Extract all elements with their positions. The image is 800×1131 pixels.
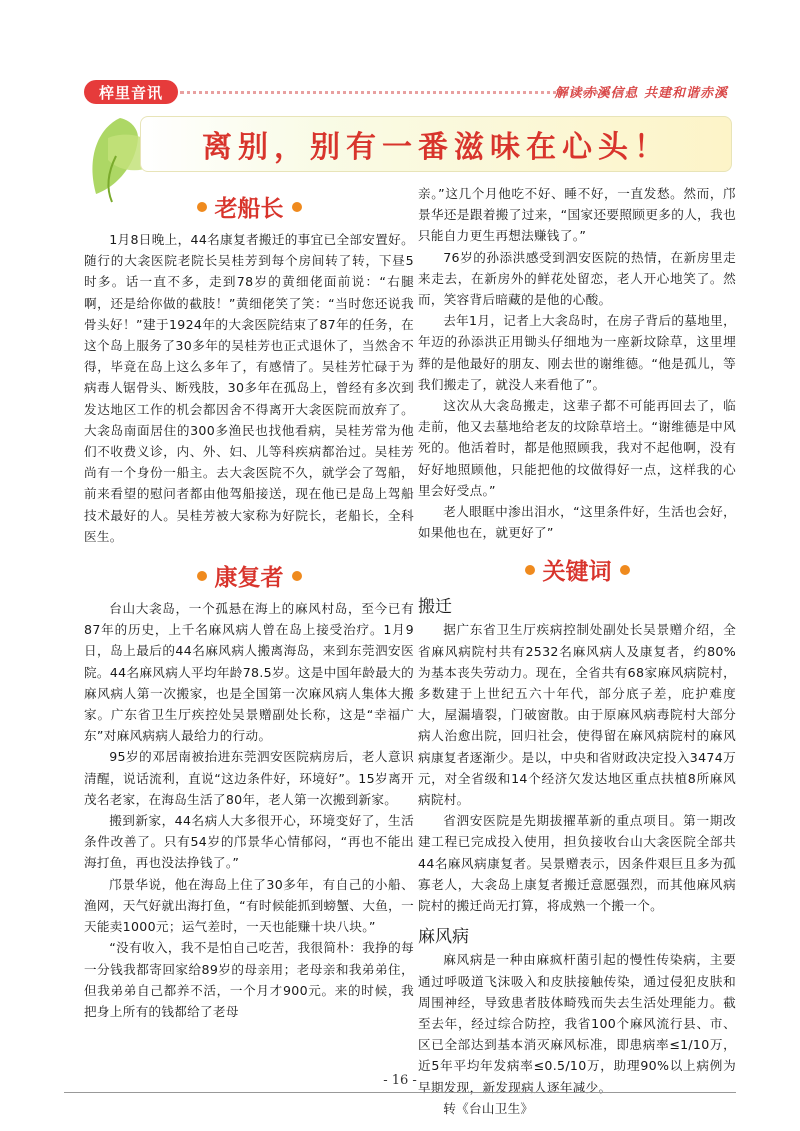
section-badge: 梓里音讯 [84, 80, 178, 104]
bullet-dot-icon [620, 565, 630, 575]
paragraph: 1月8日晚上，44名康复者搬迁的事宜已全部安置好。随行的大衾医院老院长吴桂芳到每个房间转了转，下昼5时多。话一直不多，走到78岁的黄细佬面前说：“右腿啊，还是给你做的截肢！”黄细佬笑了笑：“当时您还说我骨头好！”建于1924年的大衾医院结束了87年的任务，在这个岛上服务了30多年的吴桂芳也正式退休了，当然舍不得，毕竟在岛上这么多年了，有感情了。吴桂芳忙碌于为病毒人锯骨头、断残肢，30多年在孤岛上，曾经有多次到发达地区工作的机会都因舍不得离开大衾医院而放弃了。大衾岛南面居住的300多渔民也找他看病，吴桂芳常为他们不收费义诊，内、外、妇、儿等科疾病都治过。吴桂芳尚有一个身份一船主。去大衾医院不久，就学会了驾船，前来看望的慰问者都由他驾船接送，现在他已是岛上驾船技术最好的人。吴桂芳被大家称为好院长，老船长，全科医生。 [84, 232, 414, 544]
keyword-term: 搬迁 [418, 597, 452, 618]
section-heading-kangfuzhe: 康复者 [84, 559, 414, 592]
source-credit: 转《台山卫生》 [443, 1100, 534, 1116]
section-heading-laochuanzhang: 老船长 [84, 190, 414, 223]
paragraph: 亲。”这几个月他吃不好、睡不好，一直发愁。然而，邝景华还是跟着搬了过来，“国家还要照顾更多的人，我也只能自力更生再想法赚钱了。” [418, 186, 736, 244]
paragraph: 搬到新家，44名病人大多很开心，环境变好了，生活条件改善了。只有54岁的邝景华心情郁闷，“再也不能出海打鱼，再也没法挣钱了。” [84, 813, 414, 871]
header-slogan: 解读赤溪信息 共建和谐赤溪 [554, 86, 728, 101]
paragraph: 95岁的邓居南被抬进东莞泗安医院病房后，老人意识清醒，说话流利，直说“这边条件好，环境好”。15岁离开茂名老家，在海岛生活了80年，老人第一次搬到新家。 [84, 749, 414, 807]
paragraph: 去年1月，记者上大衾岛时，在房子背后的墓地里，年迈的孙添洪正用锄头仔细地为一座新坟除草，这里埋葬的是他最好的朋友、刚去世的谢维德。“他是孤儿，等我们搬走了，就没人来看他了”。 [418, 313, 736, 392]
paragraph: 老人眼眶中渗出泪水，“这里条件好，生活也会好，如果他也在，就更好了” [418, 504, 736, 541]
bullet-dot-icon [525, 565, 535, 575]
page-number: - 16 - [383, 1073, 417, 1088]
left-column [84, 186, 414, 1022]
paragraph: 台山大衾岛，一个孤悬在海上的麻风村岛，至今已有87年的历史，上千名麻风病人曾在岛上接受治疗。1月9日，岛上最后的44名麻风病人搬离海岛，来到东莞泗安医院。44名麻风病人平均年龄78.5岁。这是中国年龄最大的麻风病人第一次搬家，也是全国第一次麻风病人集体大搬家。广东省卫生厅疾控处吴景赠副处长称，这是“幸福广东”对麻风病病人最给力的行动。 [84, 601, 414, 744]
paragraph: 这次从大衾岛搬走，这辈子都不可能再回去了，临走前，他又去墓地给老友的坟除草培土。“谢维德是中风死的。他活着时，都是他照顾我，我对不起他啊，没有好好地照顾他，只能把他的坟做得好一点，这样我的心里会好受点。” [418, 398, 736, 498]
right-column [418, 183, 736, 1119]
bullet-dot-icon [197, 571, 207, 581]
bullet-dot-icon [197, 202, 207, 212]
section-heading-keywords: 关键词 [418, 553, 736, 586]
paragraph: 麻风病是一种由麻疯杆菌引起的慢性传染病，主要通过呼吸道飞沫吸入和皮肤接触传染，通过侵犯皮肤和周围神经，导致患者肢体畸残而失去生活处理能力。截至去年，经过综合防控，我省100个麻风流行县、市、区已全部达到基本消灭麻风标准，即患病率≤1/10万，近5年平均年发病率≤0.5/10万，助理90%以上病例为早期发现，新发现病人逐年减少。 [418, 952, 736, 1095]
paragraph: 省泗安医院是先期拔擢革新的重点项目。第一期改建工程已完成投入使用，担负接收台山大衾医院全部共44名麻风病康复者。吴景赠表示，因条件艰巨且多为孤寡老人，大衾岛上康复者搬迁意愿强烈，而其他麻风病院村的搬迁尚无打算，将成熟一个搬一个。 [418, 813, 736, 914]
paragraph: 76岁的孙添洪感受到泗安医院的热情，在新房里走来走去，在新房外的鲜花处留恋，老人开心地笑了。然而，笑容背后暗藏的是他的心酸。 [418, 249, 736, 308]
paragraph: 据广东省卫生厅疾病控制处副处长吴景赠介绍，全省麻风病院村共有2532名麻风病人及康复者，约80%为基本丧失劳动力。现在，全省共有68家麻风病院村，多数建于上世纪五六十年代，部分底子差，庇护难度大，屋漏墙裂，门破窗散。由于原麻风病毒院村大部分病人治愈出院，回归社会，使得留在麻风病院村的麻风病康复者逐渐少。是以，中央和省财政决定投入3474万元，对全省级和14个经济欠发达地区重点扶植8所麻风病院村。 [418, 622, 736, 808]
paragraph: 邝景华说，他在海岛上住了30多年，有自己的小船、渔网，天气好就出海打鱼，“有时候能抓到螃蟹、大鱼，一天能卖1000元；运气差时，一天也能赚十块八块。” [84, 876, 414, 935]
bullet-dot-icon [292, 202, 302, 212]
bullet-dot-icon [292, 571, 302, 581]
keyword-term: 麻风病 [418, 927, 469, 948]
article-title: 离别，别有一番滋味在心头！ [202, 130, 670, 165]
article-title-banner [140, 116, 732, 172]
paragraph: “没有收入，我不是怕自己吃苦，我很简朴：我挣的每一分钱我都寄回家给89岁的母亲用；老母亲和我弟弟住，但我弟弟自己都养不活，一个月才900元。来的时候，我把身上所有的钱都给了老母 [84, 940, 414, 1019]
footer-divider [64, 1092, 736, 1093]
